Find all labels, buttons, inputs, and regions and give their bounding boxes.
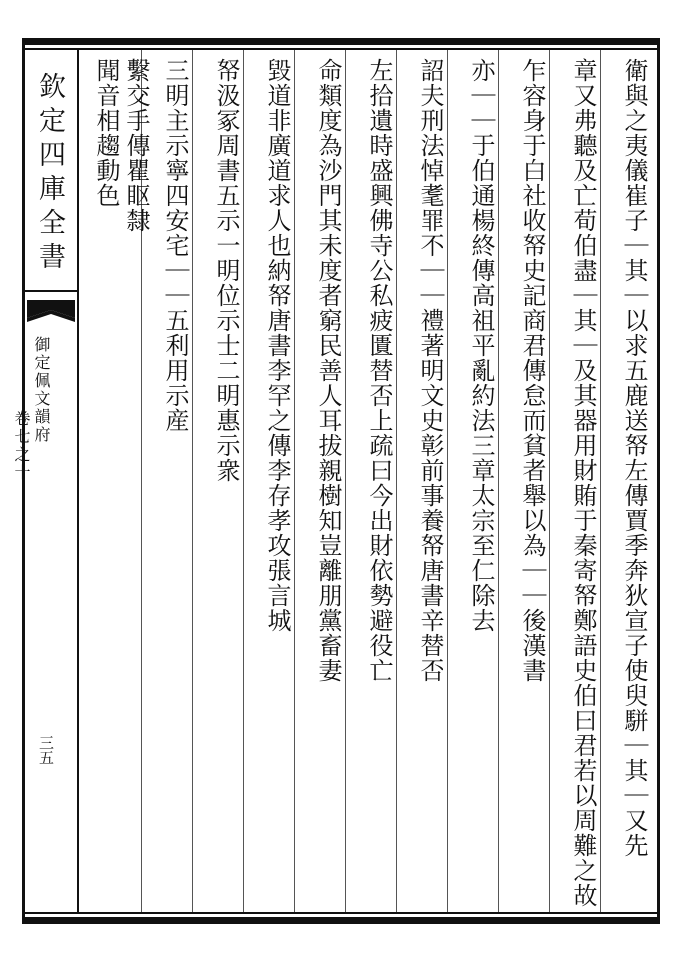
text-column-9: 帑汲冢周書五示一明位示士二明惠示衆 (212, 58, 240, 483)
text-column-6: 左拾遺時盛興佛寺公私疲匱替否上疏曰今出財依勢避役亡 (365, 58, 393, 683)
text-column-10: 三明主示寧四安宅｜｜五利用示産 (161, 58, 189, 433)
text-column-12: 聞音相趨動色 (92, 58, 120, 208)
text-column-2: 章又弗聽及亡荀伯盡｜其｜及其器用財賄于秦寄帑鄭語史伯曰君若以周難之故 (569, 58, 597, 908)
frame-bottom-rule (22, 917, 660, 924)
fish-tail-mark-icon (27, 300, 75, 334)
text-column-5: 詔夫刑法悼耄罪不｜｜禮著明文史彰前事養帑唐書辛替否 (416, 58, 444, 683)
frame-bottom-thin-rule (22, 912, 660, 914)
text-column-11: 繫交手傳瞿眍隸 (122, 58, 150, 233)
text-column-4: 亦｜｜于伯通楊終傳高祖平亂約法三章太宗至仁除去 (467, 58, 495, 633)
text-column-3: 乍容身于白社收帑史記商君傳怠而貧者舉以為｜｜後漢書 (518, 58, 546, 683)
page-number: 三五 (37, 735, 55, 765)
margin-separator (25, 290, 77, 292)
book-title: 欽定四庫全書 (34, 72, 65, 276)
source-line-1: 御定佩文韻府 (32, 336, 51, 444)
frame-right-rule (657, 38, 660, 924)
source-line-2: 卷七之十 (12, 410, 31, 482)
text-column-1: 衛與之夷儀崔子｜其｜以求五鹿送帑左傳賈季奔狄宣子使臾駢｜其｜又先 (620, 58, 648, 858)
text-column-8: 毀道非廣道求人也納帑唐書李罕之傳李存孝攻張言城 (263, 58, 291, 633)
source-title (32, 336, 50, 444)
frame-top-rule (22, 38, 660, 45)
volume-label (12, 410, 30, 482)
text-column-7: 命類度為沙門其未度者窮民善人耳拔親樹知豈離朋黨畜妻 (314, 58, 342, 683)
margin-divider (77, 50, 79, 912)
frame-top-thin-rule (22, 48, 660, 50)
